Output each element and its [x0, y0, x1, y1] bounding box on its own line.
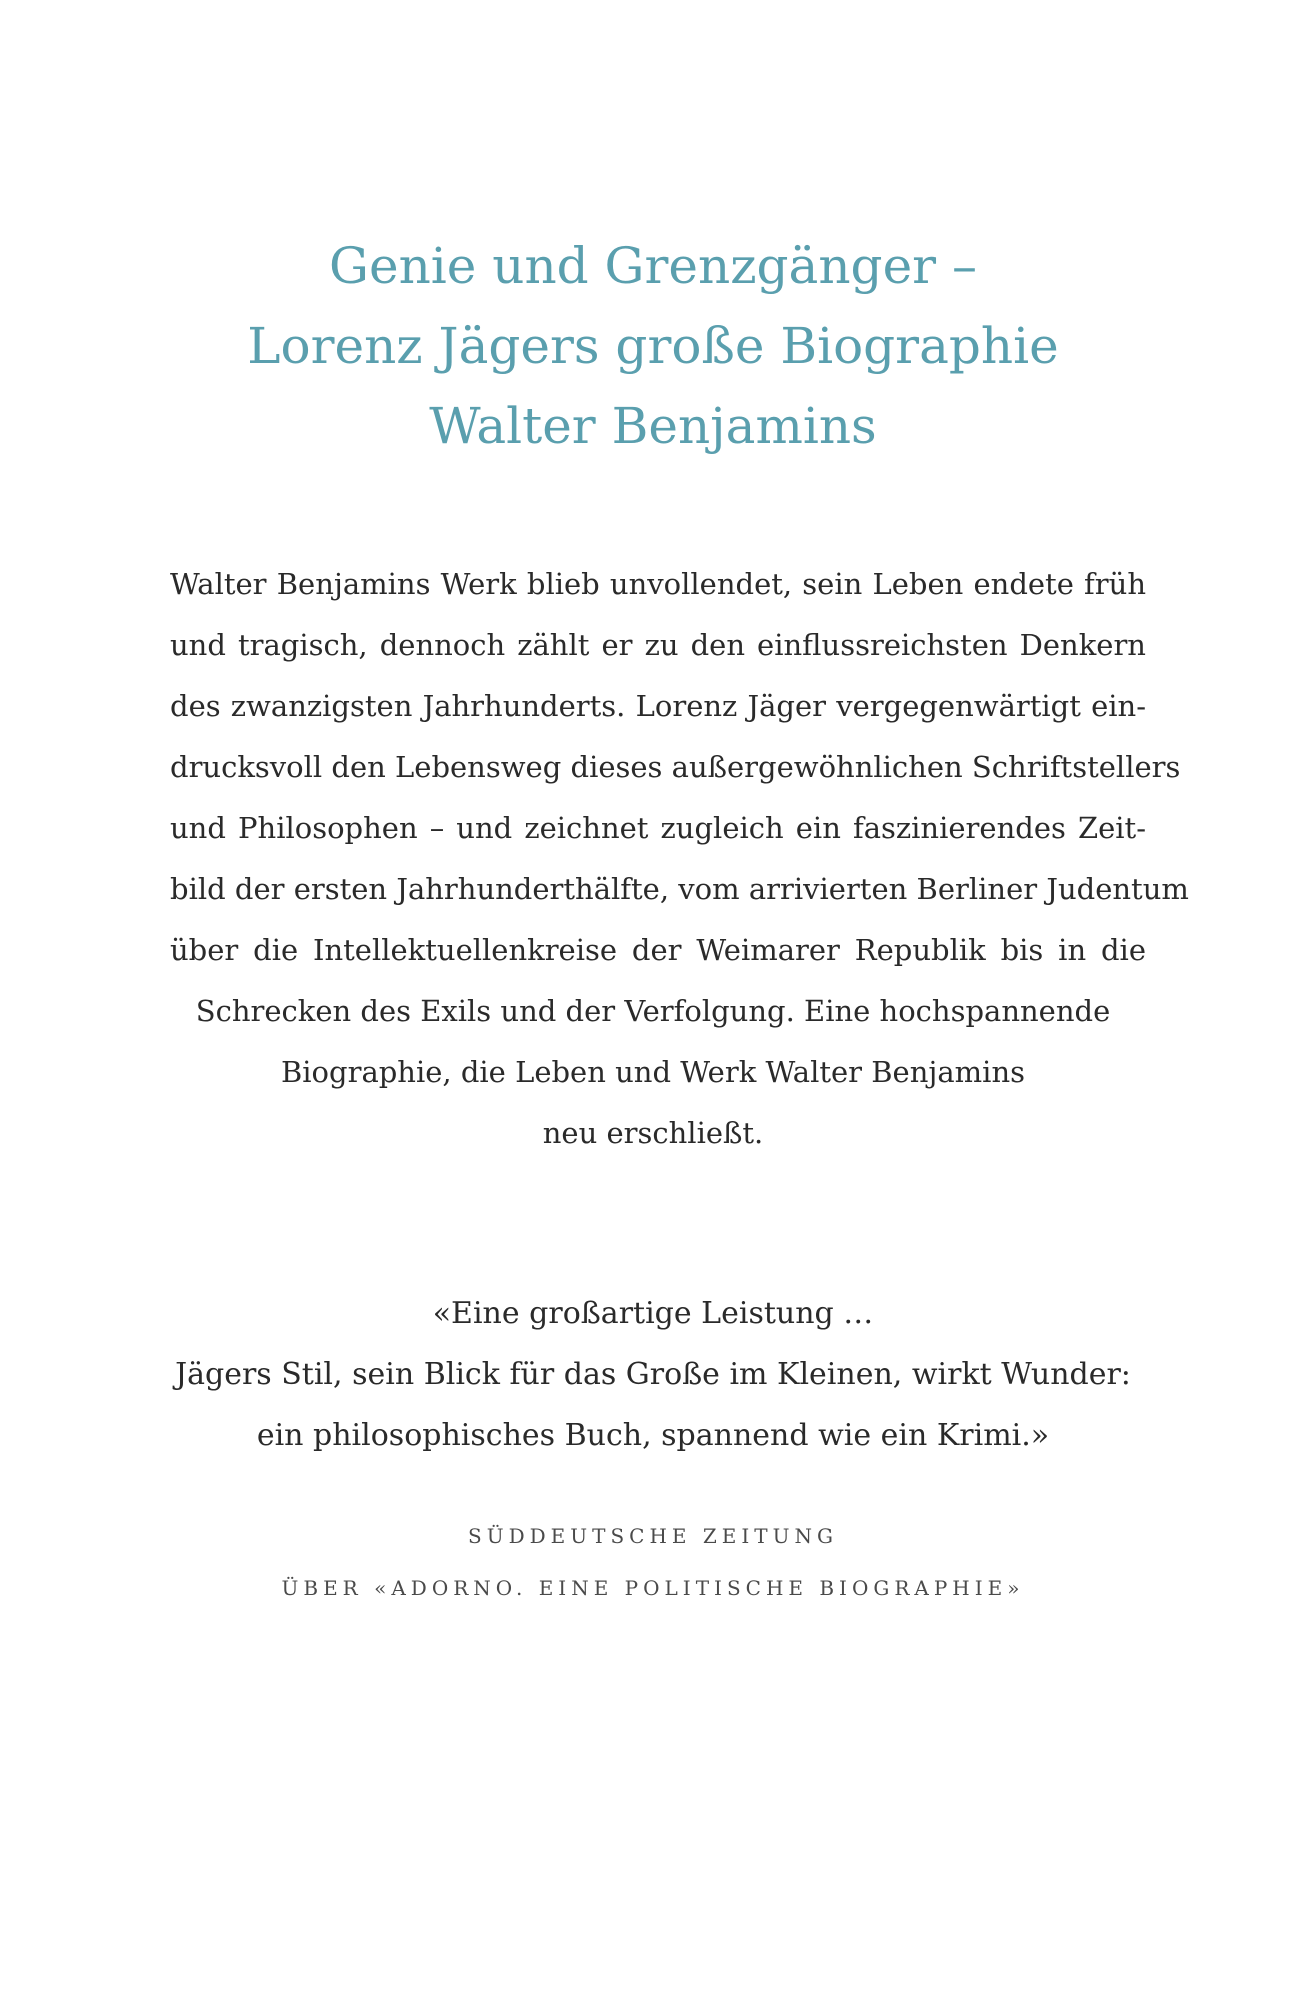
headline: [0, 226, 1306, 466]
quote-line-3: ein philosophisches Buch, spannend wie ein Krimi.»: [256, 1418, 1050, 1453]
blurb-paragraph: [0, 554, 1306, 1164]
quote-line-2: Jägers Stil, sein Blick für das Große im Kleinen, wirkt Wunder:: [175, 1357, 1131, 1392]
quote-line-1: «Eine großartige Leistung …: [432, 1296, 874, 1331]
blurb-line-9: Biographie, die Leben und Werk Walter Benjamins: [280, 1055, 1026, 1089]
blurb-line-8: Schrecken des Exils und der Verfolgung. Eine hochspannende: [195, 994, 1111, 1028]
headline-line-3: Walter Benjamins: [429, 397, 877, 455]
headline-line-2: Lorenz Jägers große Biographie: [247, 317, 1059, 375]
blurb-line-10: neu erschließt.: [542, 1116, 764, 1150]
blurb-line-2: und tragisch, dennoch zählt er zu den einflussreichsten Denkern: [170, 628, 1146, 662]
quote-source: [0, 1510, 1306, 1614]
blurb-line-4: drucksvoll den Lebensweg dieses außergewöhnlichen Schriftstellers: [170, 750, 1181, 784]
blurb-line-6: bild der ersten Jahrhunderthälfte, vom arrivierten Berliner Judentum: [170, 872, 1189, 906]
source-publication: SÜDDEUTSCHE ZEITUNG: [468, 1524, 838, 1548]
headline-line-1: Genie und Grenzgänger –: [329, 237, 977, 295]
source-about: ÜBER «ADORNO. EINE POLITISCHE BIOGRAPHIE»: [281, 1576, 1025, 1600]
review-quote: [0, 1283, 1306, 1466]
blurb-line-5: und Philosophen – und zeichnet zugleich ein faszinierendes Zeit-: [170, 811, 1146, 845]
blurb-line-3: des zwanzigsten Jahrhunderts. Lorenz Jäger vergegenwärtigt ein-: [170, 689, 1146, 723]
blurb-line-1: Walter Benjamins Werk blieb unvollendet, sein Leben endete früh: [170, 567, 1146, 601]
blurb-line-7: über die Intellektuellenkreise der Weimarer Republik bis in die: [170, 933, 1146, 967]
